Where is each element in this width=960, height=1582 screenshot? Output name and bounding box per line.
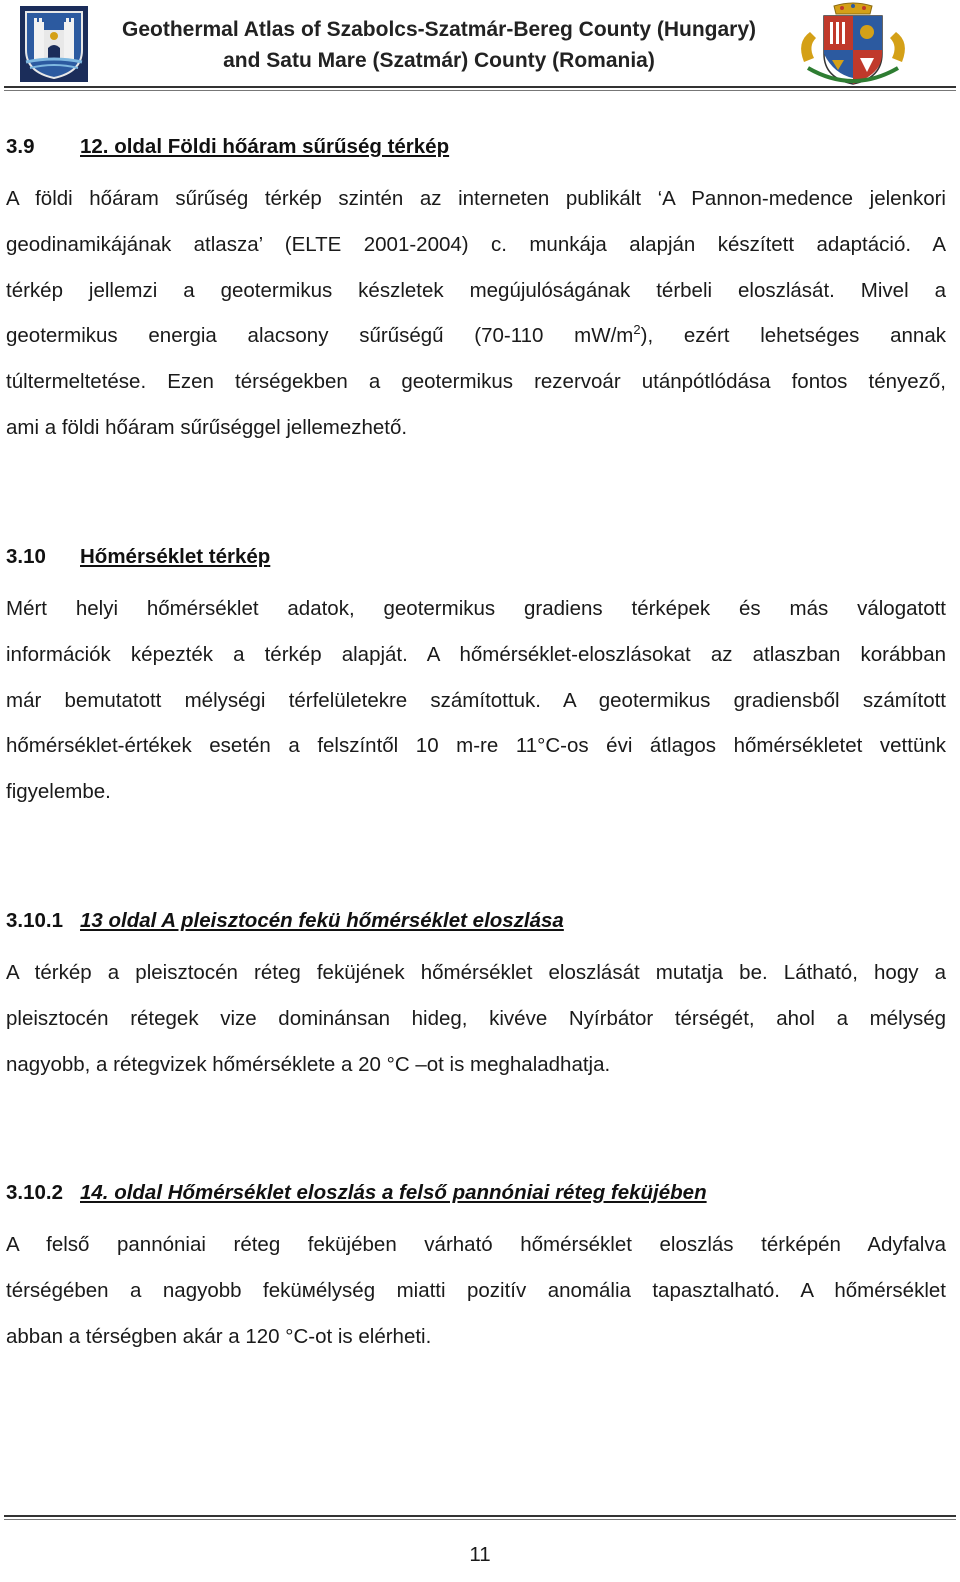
atlas-title-line-2: and Satu Mare (Szatmár) County (Romania) — [223, 49, 655, 72]
section-number: 3.10.1 — [6, 909, 63, 932]
county-coat-of-arms-icon — [790, 2, 916, 86]
text-line-part: geotermikus energia alacsony sűrűségű (70-110 mW/m — [6, 324, 634, 348]
section-heading-3-10-1 — [6, 908, 564, 934]
superscript: 2 — [633, 322, 641, 338]
section-number: 3.9 — [6, 135, 35, 158]
section-paragraph-3-10 — [6, 586, 946, 815]
page-header — [0, 0, 960, 90]
footer-rule-thin — [4, 1519, 956, 1520]
section-number: 3.10 — [6, 545, 46, 568]
text-line: pleisztocén rétegek vize dominánsan hideg, kivéve Nyírbátor térségét, ahol a mélység — [6, 1006, 946, 1030]
section-paragraph-3-10-1 — [6, 950, 946, 1087]
section-title: 12. oldal Földi hőáram sűrűség térkép — [80, 135, 450, 158]
section-title: 14. oldal Hőmérséklet eloszlás a felső pannóniai réteg feküjében — [80, 1181, 707, 1204]
city-coat-of-arms-icon — [20, 6, 88, 82]
section-title: 13 oldal A pleisztocén fekü hőmérséklet eloszlása — [80, 909, 564, 932]
text-line: geodinamikájának atlasza’ (ELTE 2001-2004) c. munkája alapján készített adaptáció. A — [6, 232, 946, 256]
footer-rule — [4, 1515, 956, 1517]
section-title: Hőmérséklet térkép — [80, 545, 271, 568]
text-line: hőmérséklet-értékek esetén a felszíntől 10 m-re 11°C-os évi átlagos hőmérsékletet vettünk — [6, 734, 946, 758]
text-line: túltermeltetése. Ezen térségekben a geotermikus rezervoár utánpótlódása fontos tényező, — [6, 370, 946, 394]
section-heading-3-10-2 — [6, 1180, 707, 1206]
section-heading-3-9 — [6, 134, 450, 160]
text-line-part: ), ezért lehetséges annak — [640, 324, 946, 348]
text-line: Mért helyi hőmérséklet adatok, geotermikus gradiens térképek és más válogatott — [6, 597, 946, 620]
text-line: A földi hőáram sűrűség térkép szintén az interneten publikált ‘A Pannon-medence jelenkori — [6, 187, 946, 210]
page-number: 11 — [469, 1543, 491, 1566]
text-line: A térkép a pleisztocén réteg feküjének hőmérséklet eloszlását mutatja be. Látható, hogy a — [6, 961, 946, 984]
text-line: térkép jellemzi a geotermikus készletek megújulóságának térbeli eloszlását. Mivel a — [6, 278, 946, 302]
section-heading-3-10 — [6, 544, 271, 570]
atlas-title-line-1: Geothermal Atlas of Szabolcs-Szatmár-Bereg County (Hungary) — [122, 18, 756, 41]
text-line-with-superscript — [6, 313, 946, 359]
text-line: nagyobb, a rétegvizek hőmérséklete a 20 °C –ot is meghaladhatja. — [6, 1052, 611, 1076]
text-line: abban a térségben akár a 120 °C-ot is elérheti. — [6, 1324, 432, 1348]
text-line: információk képezték a térkép alapját. A hőmérséklet-eloszlásokat az atlaszban korábban — [6, 642, 946, 666]
header-rule — [4, 86, 956, 88]
text-line: ami a földi hőáram sűrűséggel jellemezhető. — [6, 415, 408, 439]
text-line: figyelembe. — [6, 780, 111, 804]
header-rule-thin — [4, 90, 956, 91]
section-paragraph-3-10-2 — [6, 1222, 946, 1359]
atlas-title — [96, 14, 782, 76]
text-line: már bemutatott mélységi térfelületekre számítottuk. A geotermikus gradiensből számított — [6, 688, 946, 712]
text-line: A felső pannóniai réteg feküjében várható hőmérséklet eloszlás térképén Adyfalva — [6, 1233, 946, 1256]
section-paragraph-3-9 — [6, 176, 946, 451]
section-number: 3.10.2 — [6, 1181, 63, 1204]
text-line: térségében a nagyobb feküмélység miatti pozitív anomália tapasztalható. A hőmérséklet — [6, 1278, 946, 1302]
